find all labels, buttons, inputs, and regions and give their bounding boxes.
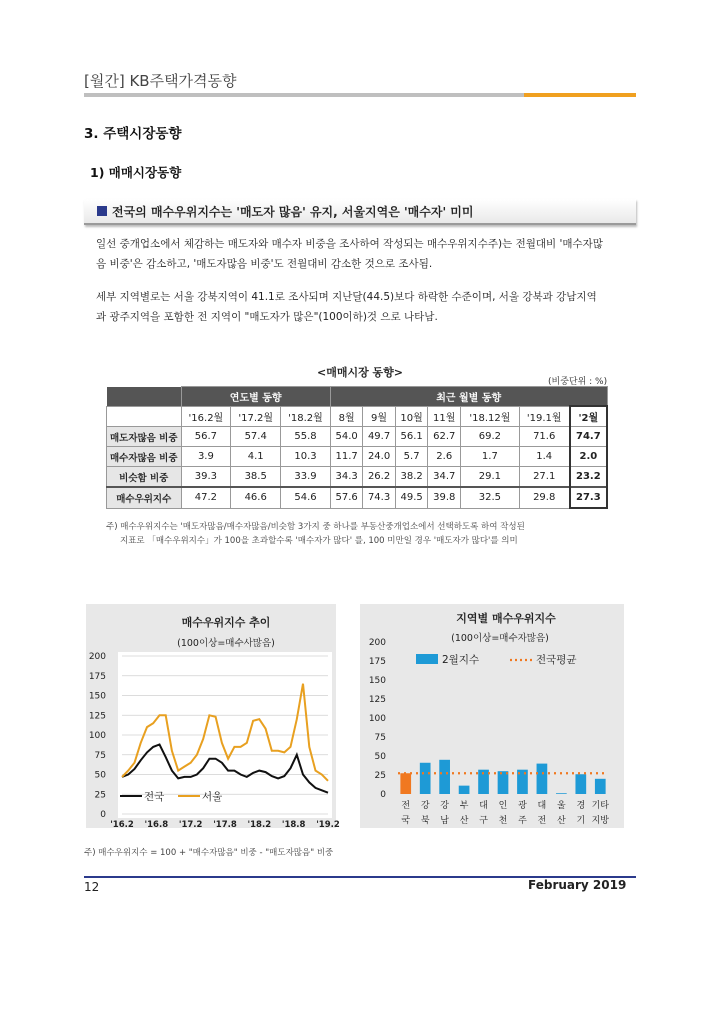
- chart1-x-tick: '18.8: [281, 820, 306, 830]
- bullet-square-icon: [97, 206, 107, 216]
- paragraph-2-line-2: 과 광주지역을 포함한 전 지역이 "매도자가 많은"(100이하)것 으로 나타남.: [96, 311, 438, 323]
- table-cell: 74.3: [363, 487, 395, 508]
- table-cell: 27.3: [570, 487, 607, 508]
- table-cell: 39.3: [181, 467, 231, 488]
- chart2-category-label: 강: [440, 801, 449, 811]
- row-label: 매수우위지수: [107, 487, 182, 508]
- header-rule-accent: [524, 93, 636, 97]
- chart1-y-tick: 50: [94, 770, 106, 781]
- chart1-y-tick: 200: [88, 652, 106, 662]
- market-trend-table: [106, 386, 608, 509]
- chart1-y-tick: 0: [100, 810, 106, 820]
- chart2-category-label: 기타: [591, 801, 609, 811]
- chart1-legend-label: 전국: [144, 791, 165, 803]
- chart1-title: 매수우위지수 추이: [181, 616, 271, 629]
- chart2-bar: [537, 764, 548, 794]
- table-cell: 46.6: [231, 487, 281, 508]
- column-header: '18.2월: [281, 406, 331, 427]
- chart2-y-tick: 200: [368, 638, 386, 648]
- table-cell: 5.7: [395, 447, 428, 467]
- subsection-title: 1) 매매시장동향: [90, 165, 182, 180]
- column-header: 11월: [428, 406, 461, 427]
- chart1-y-tick: 25: [94, 790, 106, 801]
- table-group-header-row: [107, 387, 608, 407]
- paragraph-1-line-1: 일선 중개업소에서 체감하는 매도자와 매수자 비중을 조사하여 작성되는 매수우위지수주)는 전월대비 '매수자많: [96, 238, 603, 250]
- column-header: 9월: [363, 406, 395, 427]
- table-cell: 39.8: [428, 487, 461, 508]
- column-header: '19.1월: [519, 406, 569, 427]
- chart1-y-tick: 100: [88, 731, 106, 741]
- table-note-line-1: 주) 매수우위지수는 '매도자많음/매수자많음/비슷함 3가지 중 하나를 부동산중개업소에서 선택하도록 하여 작성된: [106, 522, 525, 532]
- table-title: <매매시장 동향>: [316, 366, 404, 379]
- table-cell: 57.4: [231, 427, 281, 447]
- group-monthly: 최근 월별 동향: [330, 387, 607, 407]
- table-cell: 2.6: [428, 447, 461, 467]
- table-cell: 56.1: [395, 427, 428, 447]
- chart2-category-label: 산: [459, 816, 469, 826]
- table-cell: 27.1: [519, 467, 569, 488]
- chart1-x-tick: '19.2: [316, 820, 340, 830]
- chart2-bar: [459, 786, 470, 794]
- table-cell: 54.0: [330, 427, 362, 447]
- paragraph-2-line-1: 세부 지역별로는 서울 강북지역이 41.1로 조사되며 지난달(44.5)보다 하락한 수준이며, 서울 강북과 강남지역: [96, 291, 597, 303]
- chart1-subtitle: (100이상=매수사많음): [177, 638, 275, 649]
- chart2-y-tick: 75: [374, 733, 386, 743]
- chart1-y-tick: 75: [94, 750, 106, 761]
- chart2-category-label: 경: [576, 801, 586, 811]
- chart2-category-label: 천: [498, 816, 508, 826]
- chart2-category-label: 대: [479, 801, 488, 811]
- table-cell: 34.7: [428, 467, 461, 488]
- table-empty-header: [107, 406, 182, 427]
- table-cell: 29.8: [519, 487, 569, 508]
- table-cell: 57.6: [330, 487, 362, 508]
- chart2-y-tick: 125: [368, 695, 386, 705]
- chart2-legend-label: 2월지수: [442, 654, 480, 666]
- table-note: [106, 520, 626, 548]
- table-cell: 71.6: [519, 427, 569, 447]
- chart1-x-tick: '16.2: [110, 820, 134, 830]
- table-cell: 33.9: [281, 467, 331, 488]
- chart2-y-tick: 150: [368, 676, 386, 686]
- chart2-bar: [439, 760, 450, 794]
- table-cell: 34.3: [330, 467, 362, 488]
- chart2-category-label: 국: [401, 816, 411, 826]
- chart2-category-label: 주: [518, 816, 527, 826]
- chart2-category-label: 남: [440, 816, 449, 826]
- table-corner: [107, 387, 182, 407]
- chart2-bar: [420, 763, 431, 794]
- chart2-y-tick: 175: [368, 657, 386, 667]
- chart2-category-label: 전: [401, 801, 411, 811]
- report-header-title: [월간] KB주택가격동향: [84, 72, 237, 90]
- page-number: 12: [84, 880, 100, 894]
- chart-regional-index-svg: [360, 604, 624, 828]
- chart1-x-tick: '18.2: [247, 820, 272, 830]
- table-cell: 1.7: [461, 447, 520, 467]
- chart-footnote: 주) 매수우위지수 = 100 + "매수자많음" 비중 - "매도자많음" 비중: [84, 848, 334, 858]
- table-note-line-2: 지표로 「매수우위지수」가 100을 초과할수록 '매수자가 많다' 를, 100 미만일 경우 '매도자가 많다'를 의미: [120, 536, 518, 546]
- table-cell: 24.0: [363, 447, 395, 467]
- column-header: '16.2월: [181, 406, 231, 427]
- chart2-y-tick: 100: [368, 714, 386, 724]
- table-cell: 55.8: [281, 427, 331, 447]
- chart2-category-label: 강: [420, 801, 430, 811]
- table-cell: 62.7: [428, 427, 461, 447]
- chart2-title: 지역별 매수우위지수: [456, 612, 556, 625]
- table-row: [107, 467, 608, 488]
- chart2-y-tick: 25: [374, 771, 386, 781]
- chart1-y-tick: 175: [88, 671, 106, 682]
- table-cell: 32.5: [461, 487, 520, 508]
- table-cell: 10.3: [281, 447, 331, 467]
- chart2-legend-label: 전국평균: [536, 654, 577, 666]
- chart2-bar: [400, 773, 411, 794]
- chart2-category-label: 기: [576, 816, 586, 826]
- table-row: [107, 487, 608, 508]
- table-cell: 49.5: [395, 487, 428, 508]
- chart1-x-tick: '17.2: [178, 820, 203, 830]
- table-unit: (비중단위 : %): [548, 377, 608, 387]
- group-yearly: 연도별 동향: [181, 387, 330, 407]
- chart2-legend-swatch-bar: [416, 654, 438, 664]
- table-cell: 56.7: [181, 427, 231, 447]
- row-label: 비슷함 비중: [107, 467, 182, 488]
- table-cell: 69.2: [461, 427, 520, 447]
- table-cell: 38.2: [395, 467, 428, 488]
- table-cell: 4.1: [231, 447, 281, 467]
- column-header: 8월: [330, 406, 362, 427]
- header-rule-gray: [84, 93, 524, 97]
- chart2-category-label: 북: [420, 816, 430, 826]
- chart2-bar: [575, 774, 586, 794]
- chart2-category-label: 전: [537, 816, 547, 826]
- chart1-x-tick: '16.8: [144, 820, 169, 830]
- chart2-category-label: 부: [459, 801, 469, 811]
- table-cell: 54.6: [281, 487, 331, 508]
- chart2-category-label: 인: [498, 801, 508, 811]
- chart2-category-label: 산: [557, 816, 566, 826]
- table-cell: 2.0: [570, 447, 607, 467]
- column-header: '18.12월: [461, 406, 520, 427]
- paragraph-1: [96, 234, 626, 274]
- chart1-y-tick: 125: [88, 711, 106, 722]
- row-label: 매수자많음 비중: [107, 447, 182, 467]
- report-month: February 2019: [528, 878, 627, 892]
- table-cell: 3.9: [181, 447, 231, 467]
- table-cell: 74.7: [570, 427, 607, 447]
- table-cell: 49.7: [363, 427, 395, 447]
- summary-banner-text: 전국의 매수우위지수는 '매도자 많음' 유지, 서울지역은 '매수자' 미미: [112, 205, 474, 219]
- chart2-bar: [556, 793, 567, 794]
- paragraph-2: [96, 287, 626, 327]
- table-column-header-row: [107, 406, 608, 427]
- column-header: '2월: [570, 406, 607, 427]
- paragraph-1-line-2: 음 비중'은 감소하고, '매도자많음 비중'도 전월대비 감소한 것으로 조사됨.: [96, 258, 433, 270]
- chart1-y-tick: 150: [88, 691, 106, 702]
- table-cell: 47.2: [181, 487, 231, 508]
- chart2-bar: [595, 779, 606, 794]
- chart2-category-label: 지방: [591, 816, 609, 826]
- column-header: 10월: [395, 406, 428, 427]
- table-cell: 38.5: [231, 467, 281, 488]
- chart2-bar: [498, 771, 509, 794]
- table-cell: 11.7: [330, 447, 362, 467]
- section-title: 3. 주택시장동향: [84, 126, 182, 142]
- chart-buyer-index-trend-svg: [86, 604, 340, 830]
- table-cell: 1.4: [519, 447, 569, 467]
- chart2-subtitle: (100이상=매수자많음): [451, 633, 549, 644]
- column-header: '17.2월: [231, 406, 281, 427]
- chart2-y-tick: 0: [380, 790, 386, 800]
- chart2-category-label: 광: [518, 801, 527, 811]
- chart1-x-tick: '17.8: [213, 820, 237, 830]
- table-cell: 26.2: [363, 467, 395, 488]
- table-row: [107, 427, 608, 447]
- row-label: 매도자많음 비중: [107, 427, 182, 447]
- chart2-category-label: 울: [557, 801, 566, 811]
- table-cell: 23.2: [570, 467, 607, 488]
- chart2-y-tick: 50: [374, 752, 386, 762]
- chart1-legend-label: 서울: [202, 791, 223, 803]
- chart2-category-label: 대: [537, 801, 547, 811]
- table-row: [107, 447, 608, 467]
- table-cell: 29.1: [461, 467, 520, 488]
- chart2-category-label: 구: [479, 816, 488, 826]
